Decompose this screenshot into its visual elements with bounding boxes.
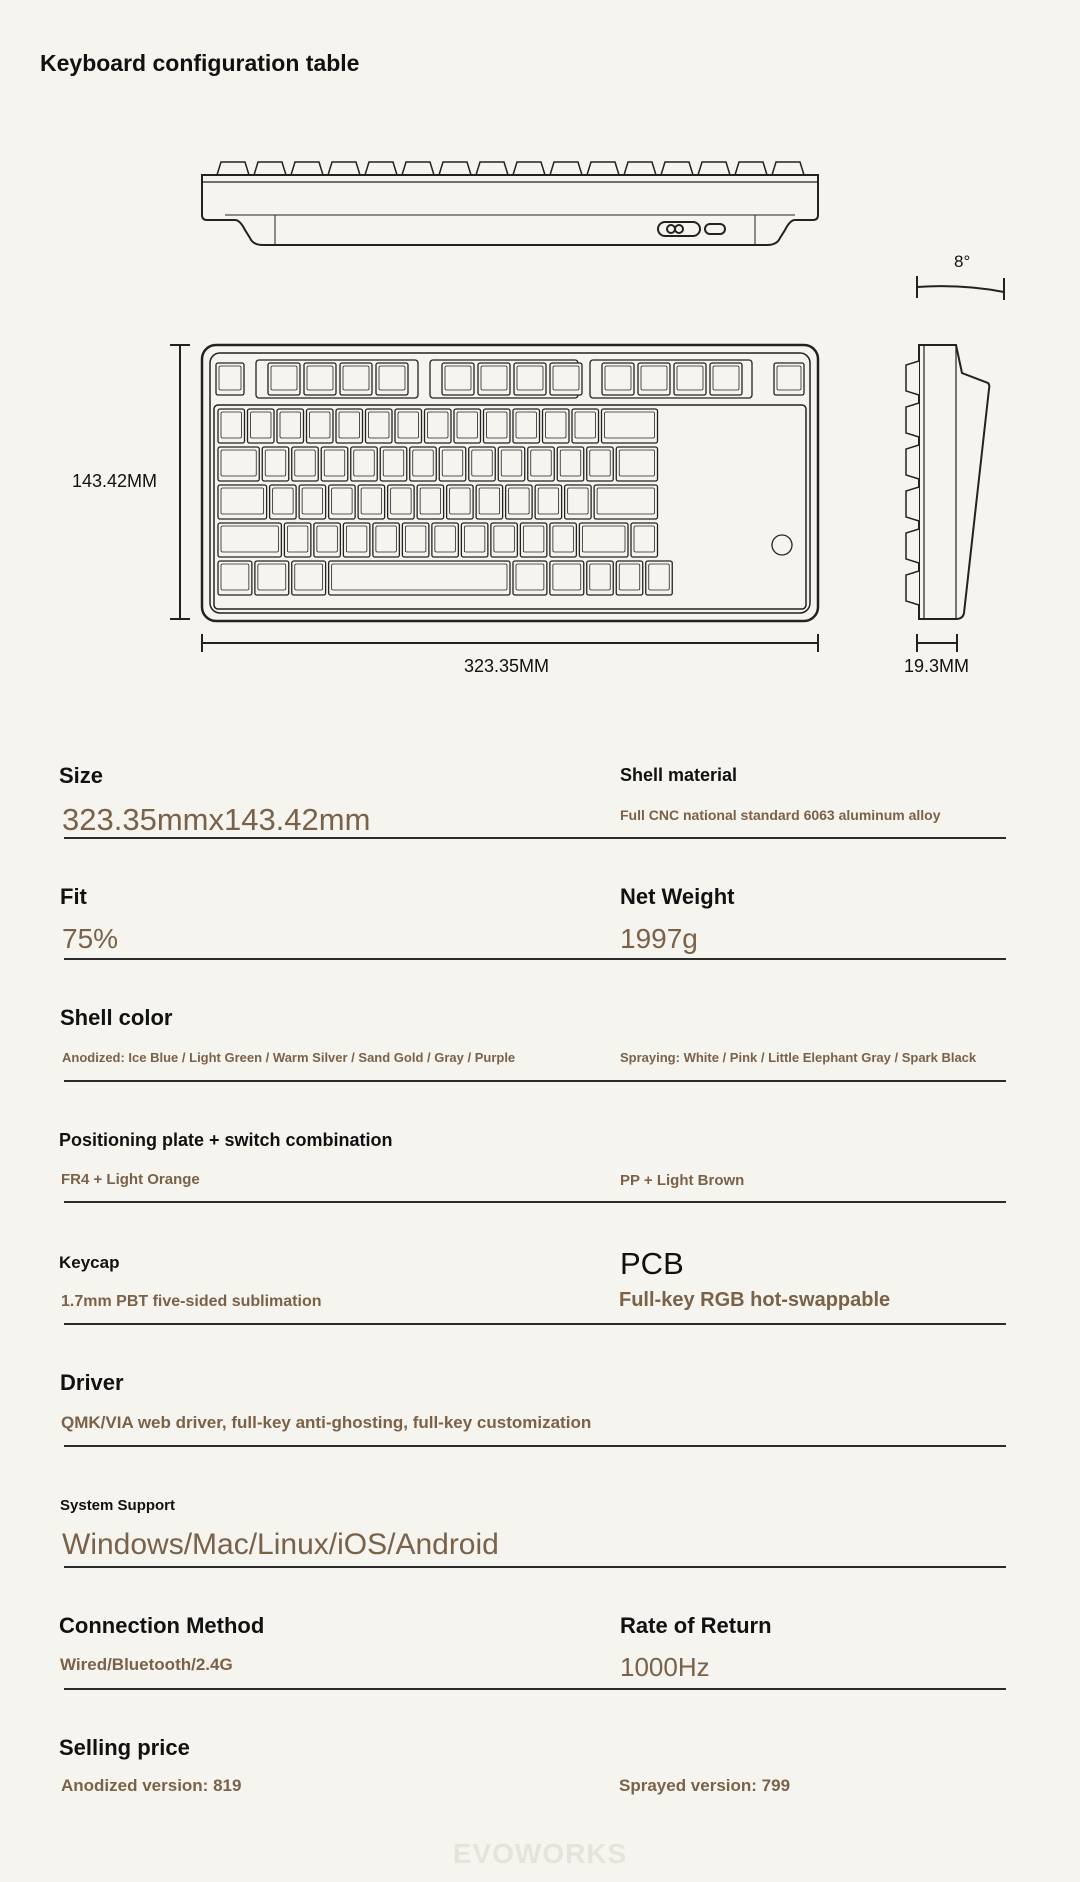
rate-of-return-value: 1000Hz bbox=[620, 1652, 710, 1682]
front-keycap bbox=[513, 162, 545, 175]
front-keycap bbox=[328, 162, 360, 175]
pcb-label: PCB bbox=[620, 1246, 684, 1281]
keycap-top bbox=[280, 412, 301, 438]
keycap-top bbox=[383, 450, 404, 476]
keycap-top bbox=[619, 564, 640, 590]
front-keycap bbox=[661, 162, 693, 175]
keycap-top bbox=[509, 488, 530, 514]
plate-switch-option1: FR4 + Light Orange bbox=[61, 1171, 200, 1188]
keycap-top bbox=[361, 488, 382, 514]
keycap-top bbox=[568, 488, 589, 514]
keycap-top bbox=[531, 450, 552, 476]
keycap-top bbox=[546, 412, 567, 438]
keycap-top bbox=[445, 366, 471, 390]
driver-value: QMK/VIA web driver, full-key anti-ghosting, full-key customization bbox=[61, 1413, 592, 1432]
pcb-value: Full-key RGB hot-swappable bbox=[619, 1289, 891, 1311]
keycap-top bbox=[472, 450, 493, 476]
side-keycap bbox=[906, 529, 919, 563]
keycap-top bbox=[517, 366, 543, 390]
keycap-top bbox=[553, 526, 574, 552]
rate-of-return-label: Rate of Return bbox=[620, 1613, 772, 1638]
keycap-top bbox=[271, 366, 297, 390]
keyboard-front-view bbox=[195, 150, 835, 250]
size-value: 323.35mmx143.42mm bbox=[62, 802, 371, 837]
front-keycap bbox=[698, 162, 730, 175]
keycap-top bbox=[553, 564, 581, 590]
keycap-top bbox=[317, 526, 338, 552]
shell-color-spraying: Spraying: White / Pink / Little Elephant Gray / Spark Black bbox=[620, 1050, 977, 1065]
keycap-top bbox=[219, 366, 241, 390]
keycap-top bbox=[442, 450, 463, 476]
price-sprayed: Sprayed version: 799 bbox=[619, 1776, 791, 1795]
keyboard-side-view bbox=[894, 343, 994, 623]
shell-material-label: Shell material bbox=[620, 765, 738, 785]
keycap-top bbox=[273, 488, 294, 514]
front-keycap bbox=[550, 162, 582, 175]
keyboard-top-view bbox=[200, 343, 820, 623]
front-keycap bbox=[735, 162, 767, 175]
keycap-top bbox=[354, 450, 375, 476]
keycap-top bbox=[560, 450, 581, 476]
keycap-top bbox=[251, 412, 272, 438]
keycap-top bbox=[435, 526, 456, 552]
plate-switch-label: Positioning plate + switch combination bbox=[59, 1130, 393, 1150]
keycap-top bbox=[457, 412, 478, 438]
keycap-top bbox=[221, 526, 278, 552]
side-keycap bbox=[906, 361, 919, 395]
width-label: 323.35MM bbox=[464, 656, 550, 676]
keycap-top bbox=[494, 526, 515, 552]
keycap-top bbox=[221, 450, 256, 476]
keycap-top bbox=[713, 366, 739, 390]
brand-watermark: EVOWORKS bbox=[452, 1838, 628, 1869]
angle-marker bbox=[912, 272, 1008, 302]
keycap-top bbox=[516, 564, 544, 590]
divider bbox=[64, 1688, 1006, 1690]
keycap-top bbox=[302, 488, 323, 514]
keycap-top bbox=[376, 526, 397, 552]
height-label: 143.42MM bbox=[72, 471, 158, 491]
keycap-top bbox=[413, 450, 434, 476]
front-keycap bbox=[254, 162, 286, 175]
net-weight-value: 1997g bbox=[620, 923, 698, 954]
keycap-top bbox=[324, 450, 345, 476]
angle-label: 8° bbox=[954, 252, 971, 271]
side-keycap bbox=[906, 445, 919, 479]
plate-switch-option2: PP + Light Brown bbox=[620, 1172, 745, 1189]
depth-label: 19.3MM bbox=[904, 656, 970, 676]
depth-dimension-line bbox=[912, 632, 962, 654]
divider bbox=[64, 1445, 1006, 1447]
keycap-top bbox=[295, 564, 323, 590]
keycap-top bbox=[597, 488, 654, 514]
keycap-top bbox=[605, 412, 655, 438]
keycap-top bbox=[649, 564, 670, 590]
net-weight-label: Net Weight bbox=[620, 884, 735, 909]
keycap-top bbox=[464, 526, 485, 552]
keycap-top bbox=[523, 526, 544, 552]
keycap-top bbox=[307, 366, 333, 390]
keycap-top bbox=[332, 488, 353, 514]
keycap-top bbox=[501, 450, 522, 476]
keycap-top bbox=[346, 526, 367, 552]
side-keycap bbox=[906, 487, 919, 521]
front-keycap bbox=[439, 162, 471, 175]
page-title: Keyboard configuration table bbox=[40, 50, 360, 76]
keycap-top bbox=[221, 488, 264, 514]
keycap-top bbox=[428, 412, 449, 438]
fit-value: 75% bbox=[62, 923, 119, 954]
keycap-top bbox=[343, 366, 369, 390]
front-keycap bbox=[772, 162, 804, 175]
divider bbox=[64, 1323, 1006, 1325]
keycap-top bbox=[605, 366, 631, 390]
front-keycap bbox=[291, 162, 323, 175]
keycap-top bbox=[481, 366, 507, 390]
height-dimension-line bbox=[165, 342, 195, 622]
front-keycap bbox=[365, 162, 397, 175]
connection-method-value: Wired/Bluetooth/2.4G bbox=[60, 1655, 233, 1674]
shell-color-label: Shell color bbox=[60, 1005, 173, 1030]
keycap-top bbox=[677, 366, 703, 390]
keycap-top bbox=[420, 488, 441, 514]
keycap-top bbox=[339, 412, 360, 438]
divider bbox=[64, 958, 1006, 960]
front-keycap bbox=[587, 162, 619, 175]
keycap-top bbox=[379, 366, 405, 390]
keycap-top bbox=[265, 450, 286, 476]
keycap-top bbox=[538, 488, 559, 514]
side-keycap bbox=[906, 571, 919, 605]
width-dimension-line bbox=[199, 632, 821, 654]
keycap-top bbox=[221, 564, 249, 590]
keycap-top bbox=[258, 564, 286, 590]
keycap-top bbox=[450, 488, 471, 514]
front-keycap bbox=[624, 162, 656, 175]
keycap-top bbox=[590, 564, 611, 590]
selling-price-label: Selling price bbox=[59, 1735, 190, 1760]
connection-method-label: Connection Method bbox=[59, 1613, 265, 1638]
keycap-top bbox=[391, 488, 412, 514]
size-label: Size bbox=[59, 763, 104, 788]
keycap-top bbox=[287, 526, 308, 552]
driver-label: Driver bbox=[60, 1370, 124, 1395]
keycap-top bbox=[641, 366, 667, 390]
keycap-label: Keycap bbox=[59, 1253, 120, 1272]
keycap-top bbox=[634, 526, 655, 552]
keycap-top bbox=[332, 564, 507, 590]
knob bbox=[772, 535, 792, 555]
keycap-top bbox=[487, 412, 508, 438]
keycap-top bbox=[575, 412, 596, 438]
keycap-top bbox=[619, 450, 654, 476]
keycap-top bbox=[221, 412, 242, 438]
shell-material-value: Full CNC national standard 6063 aluminum alloy bbox=[620, 807, 941, 823]
fit-label: Fit bbox=[60, 884, 87, 909]
keycap-top bbox=[516, 412, 537, 438]
price-anodized: Anodized version: 819 bbox=[61, 1776, 242, 1795]
shell-color-anodized: Anodized: Ice Blue / Light Green / Warm Silver / Sand Gold / Gray / Purple bbox=[62, 1050, 516, 1065]
keycap-top bbox=[398, 412, 419, 438]
keycap-top bbox=[369, 412, 390, 438]
front-keycap bbox=[476, 162, 508, 175]
keycap-top bbox=[479, 488, 500, 514]
front-keycap bbox=[217, 162, 249, 175]
side-keycap bbox=[906, 403, 919, 437]
divider bbox=[64, 1201, 1006, 1203]
divider bbox=[64, 1566, 1006, 1568]
keycap-top bbox=[582, 526, 625, 552]
keycap-top bbox=[777, 366, 801, 390]
keycap-top bbox=[295, 450, 316, 476]
keycap-value: 1.7mm PBT five-sided sublimation bbox=[61, 1293, 322, 1310]
keycap-top bbox=[590, 450, 611, 476]
system-support-label: System Support bbox=[60, 1497, 176, 1514]
front-keycap bbox=[402, 162, 434, 175]
keycap-top bbox=[553, 366, 579, 390]
keycap-top bbox=[405, 526, 426, 552]
divider bbox=[64, 837, 1006, 839]
divider bbox=[64, 1080, 1006, 1082]
keycap-top bbox=[310, 412, 331, 438]
system-support-value: Windows/Mac/Linux/iOS/Android bbox=[62, 1528, 499, 1561]
